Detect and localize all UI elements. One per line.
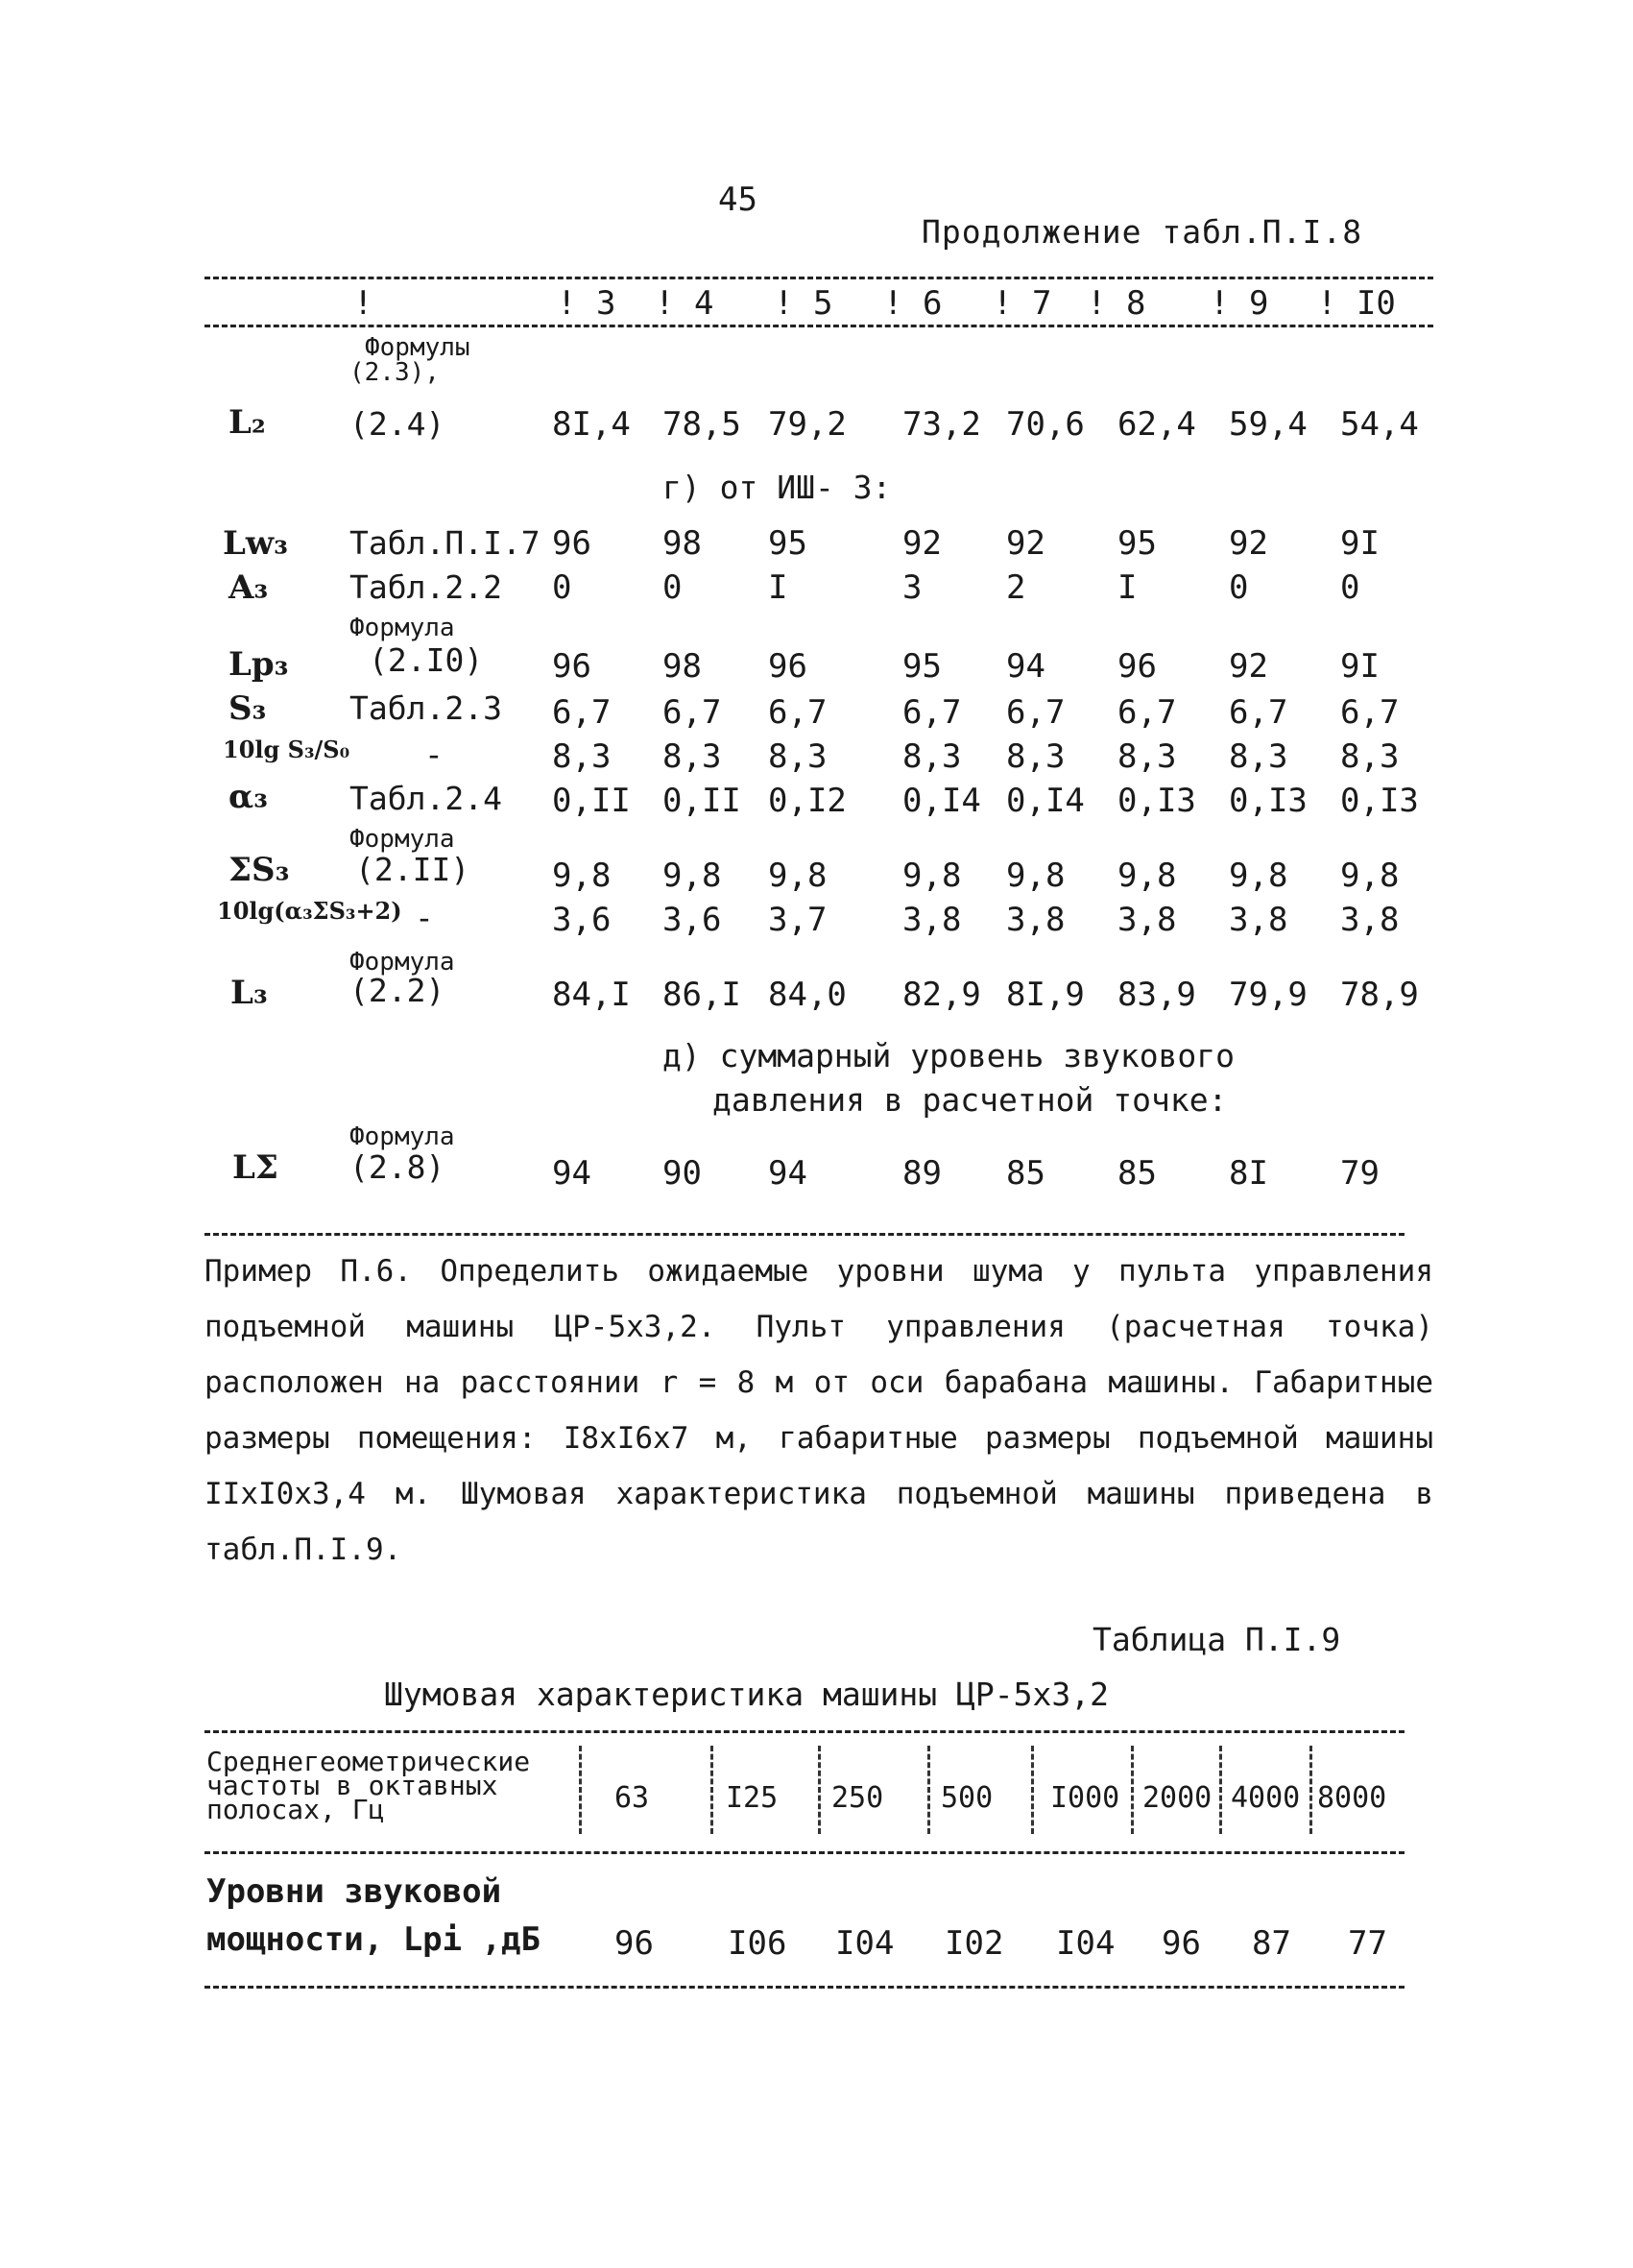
cell-value: I: [1117, 568, 1138, 607]
cell-value: 0,II: [552, 782, 631, 820]
row-source: (2.II): [355, 851, 470, 888]
cell-value: 0,I4: [1006, 782, 1085, 820]
cell-value: 92: [1229, 647, 1268, 686]
cell-value: 6,7: [768, 693, 828, 732]
row-symbol: Lw₃: [223, 524, 289, 563]
table9-frequency: 2000: [1142, 1781, 1213, 1815]
table9-frequency: 4000: [1231, 1781, 1301, 1815]
row-source-top: Формула: [349, 825, 455, 854]
header-col-9: ! 9: [1210, 284, 1269, 323]
cell-value: 3,7: [768, 901, 828, 939]
row-source: Табл.2.4: [349, 780, 502, 817]
cell-value: 6,7: [552, 693, 612, 732]
header-col-4: ! 4: [655, 284, 714, 323]
cell-value: 92: [1006, 524, 1045, 563]
row-source: (2.2): [349, 972, 445, 1009]
row-source-top: Формула: [349, 614, 455, 642]
cell-value: 6,7: [662, 693, 722, 732]
cell-value: 8,3: [552, 737, 612, 776]
table9-caption: Шумовая характеристика машины ЦР-5х3,2: [384, 1676, 1109, 1713]
header-col-6: ! 6: [883, 284, 943, 323]
cell-value: 6,7: [1229, 693, 1288, 732]
row-source: Табл.2.2: [349, 568, 502, 606]
subheading-d-line1: д) суммарный уровень звукового: [662, 1037, 1236, 1074]
cell-value: 9,8: [1229, 857, 1288, 895]
cell-value: 6,7: [902, 693, 962, 732]
cell-value: 95: [1117, 524, 1157, 563]
row-symbol: 10lg(α₃ΣS₃+2): [217, 897, 402, 925]
cell-value: 3,8: [1006, 901, 1066, 939]
cell-value: 79,2: [768, 405, 847, 444]
cell-value: 0: [1229, 568, 1249, 607]
row-source-top: Формула: [349, 1122, 455, 1151]
cell-value: 9I: [1340, 647, 1380, 686]
row-source: (2.8): [349, 1148, 445, 1186]
cell-value: 3,8: [1340, 901, 1400, 939]
cell-value: 0,I3: [1229, 782, 1308, 820]
cell-value: 89: [902, 1154, 942, 1193]
cell-value: 96: [552, 524, 591, 563]
table9-top-rule: [204, 1730, 1405, 1733]
cell-value: 6,7: [1340, 693, 1400, 732]
row-symbol: L₂: [228, 403, 266, 442]
table9-value: I02: [945, 1924, 1004, 1963]
row-symbol: S₃: [228, 689, 267, 728]
row-symbol: ΣS₃: [228, 851, 290, 889]
header-col-10: ! I0: [1317, 284, 1396, 323]
cell-value: 9,8: [1117, 857, 1177, 895]
cell-value: 95: [768, 524, 807, 563]
cell-value: 8,3: [662, 737, 722, 776]
cell-value: 8,3: [768, 737, 828, 776]
row-source: (2.4): [349, 405, 445, 443]
table-header-rule: [204, 325, 1433, 327]
header-col-1: !: [353, 284, 373, 323]
table9-header-label-3: полосах, Гц: [206, 1794, 385, 1825]
table-top-rule: [204, 277, 1433, 279]
example-paragraph: Пример П.6. Определить ожидаемые уровни шума у пульта управления подъемной машины ЦР-5х3,2. Пульт управления (расчетная точка) расположен на расстоянии r = 8 м от оси барабана машины. Габаритные размеры помещения: I8хI6х7 м, габаритные размеры подъемной машины IIхI0х3,4 м. Шумовая характеристика подъемной машины приведена в табл.П.I.9.: [204, 1254, 1433, 1567]
cell-value: 0: [552, 568, 572, 607]
subheading-d-line2: давления в расчетной точке:: [712, 1081, 1228, 1119]
cell-value: 9,8: [1006, 857, 1066, 895]
cell-value: 9,8: [902, 857, 962, 895]
table9-divider: [1219, 1746, 1222, 1834]
table9-divider: [1031, 1746, 1034, 1834]
cell-value: 0,I4: [902, 782, 981, 820]
row-source: -: [424, 736, 444, 773]
cell-value: 3,8: [1117, 901, 1177, 939]
cell-value: 86,I: [662, 976, 741, 1014]
cell-value: 2: [1006, 568, 1026, 607]
table9-divider: [927, 1746, 930, 1834]
cell-value: 9I: [1340, 524, 1380, 563]
header-col-8: ! 8: [1087, 284, 1146, 323]
cell-value: 78,9: [1340, 976, 1419, 1014]
cell-value: 90: [662, 1154, 702, 1193]
cell-value: 94: [1006, 647, 1045, 686]
page-number: 45: [718, 181, 757, 219]
cell-value: 8,3: [1229, 737, 1288, 776]
header-col-7: ! 7: [993, 284, 1052, 323]
cell-value: 84,0: [768, 976, 847, 1014]
cell-value: 84,I: [552, 976, 631, 1014]
row-symbol: L₃: [230, 974, 268, 1012]
table9-value: 87: [1252, 1924, 1291, 1963]
table9-divider: [1131, 1746, 1134, 1834]
cell-value: 92: [1229, 524, 1268, 563]
row-source: Табл.П.I.7: [349, 524, 540, 562]
table9-value: 77: [1348, 1924, 1387, 1963]
cell-value: 85: [1006, 1154, 1045, 1193]
cell-value: 73,2: [902, 405, 981, 444]
cell-value: 94: [552, 1154, 591, 1193]
cell-value: 0: [662, 568, 683, 607]
cell-value: 79,9: [1229, 976, 1308, 1014]
cell-value: 94: [768, 1154, 807, 1193]
cell-value: 78,5: [662, 405, 741, 444]
cell-value: 96: [552, 647, 591, 686]
row-source: (2.I0): [369, 641, 484, 679]
cell-value: 83,9: [1117, 976, 1196, 1014]
table9-value: 96: [1162, 1924, 1201, 1963]
table9-row-label-1: Уровни звуковой: [206, 1872, 502, 1911]
table9-label: Таблица П.I.9: [1093, 1621, 1341, 1658]
cell-value: 8I: [1229, 1154, 1268, 1193]
cell-value: 9,8: [552, 857, 612, 895]
table9-frequency: 63: [614, 1781, 650, 1815]
cell-value: 0,II: [662, 782, 741, 820]
table9-frequency: 250: [831, 1781, 884, 1815]
table9-header-label-2: частоты в октавных: [206, 1770, 498, 1801]
cell-value: 98: [662, 647, 702, 686]
row-source-top: Формула: [349, 948, 455, 977]
table9-divider: [579, 1746, 582, 1834]
cell-value: 9,8: [1340, 857, 1400, 895]
table9-frequency: I25: [726, 1781, 779, 1815]
table9-value: I06: [728, 1924, 787, 1963]
cell-value: 8,3: [1006, 737, 1066, 776]
cell-value: 3,8: [902, 901, 962, 939]
table9-header-label-1: Среднегеометрические: [206, 1746, 531, 1777]
cell-value: 6,7: [1006, 693, 1066, 732]
cell-value: 3,6: [552, 901, 612, 939]
row-symbol: A₃: [228, 568, 269, 607]
table9-divider: [1309, 1746, 1312, 1834]
cell-value: 3,8: [1229, 901, 1288, 939]
cell-value: 8,3: [902, 737, 962, 776]
cell-value: 59,4: [1229, 405, 1308, 444]
subheading-g: г) от ИШ- 3:: [662, 469, 892, 506]
row-source-top: Формулы: [365, 333, 470, 362]
cell-value: 6,7: [1117, 693, 1177, 732]
cell-value: 3: [902, 568, 923, 607]
row-symbol: 10lg S₃/S₀: [223, 736, 350, 763]
row-source: -: [415, 899, 434, 936]
table9-frequency: 500: [941, 1781, 994, 1815]
cell-value: 8,3: [1340, 737, 1400, 776]
cell-value: 62,4: [1117, 405, 1196, 444]
cell-value: 0: [1340, 568, 1360, 607]
cell-value: 54,4: [1340, 405, 1419, 444]
cell-value: 70,6: [1006, 405, 1085, 444]
cell-value: 8,3: [1117, 737, 1177, 776]
table9-value: 96: [614, 1924, 654, 1963]
cell-value: 82,9: [902, 976, 981, 1014]
cell-value: 98: [662, 524, 702, 563]
table9-divider: [818, 1746, 821, 1834]
table9-row-label-2: мощности, Lрi ,дБ: [206, 1920, 540, 1959]
table9-frequency: I000: [1050, 1781, 1120, 1815]
header-col-5: ! 5: [774, 284, 833, 323]
row-symbol: LΣ: [232, 1148, 278, 1187]
table9-bottom-rule: [204, 1986, 1405, 1989]
cell-value: 8I,9: [1006, 976, 1085, 1014]
cell-value: I: [768, 568, 788, 607]
cell-value: 95: [902, 647, 942, 686]
table-bottom-rule: [204, 1233, 1405, 1236]
table9-header-rule: [204, 1851, 1405, 1854]
row-symbol: α₃: [228, 778, 269, 816]
cell-value: 0,I3: [1117, 782, 1196, 820]
cell-value: 79: [1340, 1154, 1380, 1193]
table9-frequency: 8000: [1317, 1781, 1387, 1815]
table9-value: I04: [1056, 1924, 1116, 1963]
cell-value: 96: [1117, 647, 1157, 686]
header-col-3: ! 3: [557, 284, 616, 323]
cell-value: 0,I2: [768, 782, 847, 820]
cell-value: 0,I3: [1340, 782, 1419, 820]
cell-value: 85: [1117, 1154, 1157, 1193]
row-symbol: Lр₃: [228, 645, 289, 684]
cell-value: 9,8: [768, 857, 828, 895]
cell-value: 96: [768, 647, 807, 686]
cell-value: 9,8: [662, 857, 722, 895]
table-continuation-label: Продолжение табл.П.I.8: [922, 213, 1363, 251]
cell-value: 3,6: [662, 901, 722, 939]
cell-value: 92: [902, 524, 942, 563]
row-source-mid: (2.3),: [349, 358, 440, 387]
cell-value: 8I,4: [552, 405, 631, 444]
table9-divider: [710, 1746, 713, 1834]
table9-value: I04: [835, 1924, 895, 1963]
row-source: Табл.2.3: [349, 689, 502, 727]
